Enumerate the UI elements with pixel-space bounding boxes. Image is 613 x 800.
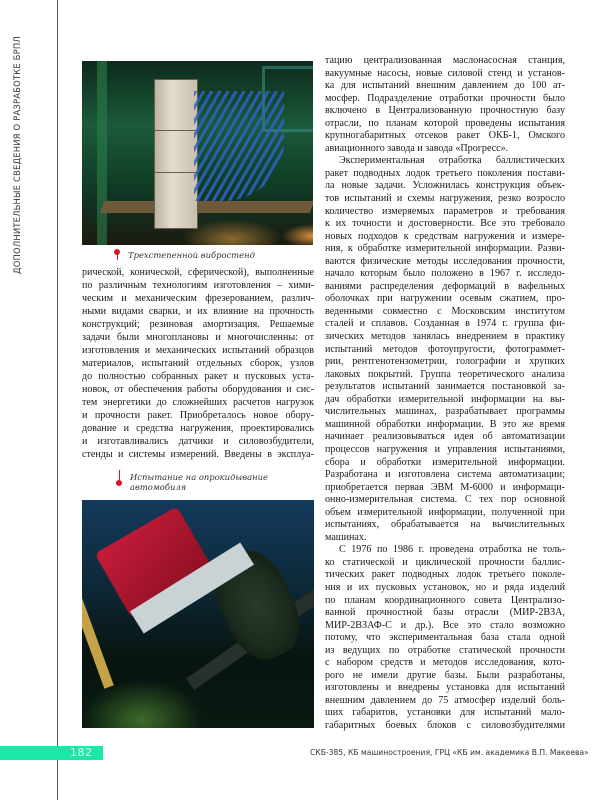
text-line: начинает реализовываться идея об автоматизации — [325, 431, 565, 443]
caption-line: автомобиля — [130, 482, 187, 492]
text-line: задачи были многоплановы и многочисленны: от — [82, 332, 314, 343]
text-line: тов испытаний и схемы нагружения, резко возросло — [325, 193, 565, 205]
margin-rule — [57, 0, 58, 800]
text-line: рого не имели другие базы. Были разработаны, — [325, 669, 565, 681]
text-line: и изготавливались датчики и силовозбудители, — [82, 436, 314, 447]
text-line: ваются физические методы исследования прочности, — [325, 255, 565, 267]
text-line: сбора и обработки измерительной информации. — [325, 456, 565, 468]
text-line: ракет подводных лодок третьего поколения постави- — [325, 167, 565, 179]
vibration-stand-photo — [82, 61, 313, 245]
text-line: изготовлены и внедрены установка для испытаний — [325, 682, 565, 694]
text-line: отрасли, по планам которой проведены испытания — [325, 117, 565, 129]
text-line: ка для испытаний внешним давлением до 100 ат- — [325, 80, 565, 92]
page-number: 182 — [70, 746, 93, 759]
text-line: испытаний методов фотоупругости, фотограммет- — [325, 343, 565, 355]
text-line: и прочности ракет. Приобреталось новое обору- — [82, 410, 314, 421]
text-line: из ведущих по отработке статической прочности — [325, 644, 565, 656]
text-line: ванной прочностной базы отрасли (МИР-2ВЗА, — [325, 607, 565, 619]
text-line: МИР-2ВЗАФ-С и др.). Все это стало возможно — [325, 619, 565, 631]
text-line: ческим и механическим фрезерованием, различ- — [82, 293, 314, 304]
text-line: по различным технологиям изготовления – хими- — [82, 280, 314, 291]
photo-stand-tower — [154, 79, 198, 229]
text-line: потому, что экспериментальная база стала одной — [325, 632, 565, 644]
text-line: Разработана и изготовлена система автоматизации; — [325, 469, 565, 481]
text-line: ными видами сварки, и их влияние на прочность — [82, 306, 314, 317]
text-line: дач обработки измерительной информации на вы- — [325, 393, 565, 405]
figure-caption-2 — [130, 472, 268, 492]
text-line: ния и их пусковых установок, но и ряда изделий — [325, 581, 565, 593]
text-line: стенды и системы измерений. Введены в эксплуа- — [82, 449, 314, 460]
text-line: мосфер. Подразделение отработки прочности было — [325, 92, 565, 104]
text-line: включено в Централизованную прочностную базу — [325, 105, 565, 117]
text-line: результатов испытаний занимается постановкой за- — [325, 381, 565, 393]
figure-caption-1: Трехстепенной вибростенд — [128, 250, 255, 260]
text-line: процессов нагружения и управления испытаниями, — [325, 443, 565, 455]
text-line: Экспериментальная отработка баллистических — [339, 155, 565, 167]
text-line: конструкций; резиновая амортизация. Решаемые — [82, 319, 314, 330]
text-line: ших габаритов, установки для испытаний мало- — [325, 707, 565, 719]
vehicle-rollover-test-photo — [82, 500, 314, 728]
text-line: лаковых покрытий. Группа теоретического анализа — [325, 368, 565, 380]
section-running-title: ДОПОЛНИТЕЛЬНЫЕ СВЕДЕНИЯ О РАЗРАБОТКЕ БРПЛ — [12, 36, 22, 274]
text-line: рической, конической, сферической), выполненные — [82, 267, 314, 278]
text-line: вакуумные насосы, новые силовой стенд и установ- — [325, 67, 565, 79]
text-line: числительных машинах, разрабатывает программы — [325, 406, 565, 418]
text-line: тических ракет подводных лодок третьего поколе- — [325, 569, 565, 581]
text-line: зических методов занялась внедрением в практику — [325, 331, 565, 343]
text-line: приобретается первая ЭВМ М-6000 и информаци- — [325, 481, 565, 493]
text-line: авиационного завода и завода «Прогресс». — [325, 142, 509, 154]
text-line: с набором средств и методов исследования, кото- — [325, 657, 565, 669]
left-column-text — [82, 266, 314, 461]
text-line: новок, от обеспечения работы оборудования и сис- — [82, 384, 314, 395]
text-line: ваниями распределения деформаций в вафельных — [325, 280, 565, 292]
footer-publisher: СКБ-385, КБ машиностроения, ГРЦ «КБ им. академика В.П. Макеева» — [310, 748, 589, 757]
text-line: дование и средства нагружения, проектировались — [82, 423, 314, 434]
text-line: крупногабаритных отсеков ракет ОКБ-1, Омского — [325, 130, 565, 142]
text-line: по планам координационного совета Централизо- — [325, 594, 565, 606]
text-line: объем измерительной информации, полученной при — [325, 506, 565, 518]
text-line: онно-измерительная система. С тех пор основной — [325, 494, 565, 506]
text-line: сталей и сплавов. Созданная в 1974 г. группа фи- — [325, 318, 565, 330]
photo-support-post — [82, 591, 114, 688]
text-line: начало которым было положено в 1967 г. исследо- — [325, 268, 565, 280]
text-line: тем энергетики до сложнейших расчетов нагрузок — [82, 397, 314, 408]
text-line: ла новые задачи. Усложнилась конструкция объек- — [325, 180, 565, 192]
text-line: до полностью собранных ракет и пусковых уста- — [82, 371, 314, 382]
right-column-text — [325, 55, 565, 733]
text-line: ния, к обработке измерительной информации. Разви- — [325, 243, 565, 255]
text-line: габаритных боевых блоков с силовозбудителями — [325, 719, 565, 731]
text-line: машинах. — [325, 531, 367, 543]
text-line: С 1976 по 1986 г. проведена отработка не толь- — [339, 544, 565, 556]
text-line: оболочках при нагружении осевым сжатием, про- — [325, 293, 565, 305]
text-line: рии, рентгенотензометрии, голографии и хрупких — [325, 356, 565, 368]
text-line: материалов, испытаний отдельных сборок, узлов — [82, 358, 314, 369]
text-line: изготовления и механических испытаний образцов — [82, 345, 314, 356]
photo-frame-left — [97, 61, 107, 245]
text-line: тацию централизованная маслонасосная станция, — [325, 55, 565, 66]
text-line: внешним давлением до 75 атмосфер изделий боль- — [325, 694, 565, 706]
text-line: к их точности и достоверности. Все это требовало — [325, 218, 565, 230]
text-line: машинной обработки информации. В это же время — [325, 418, 565, 430]
photo-platform — [100, 201, 313, 213]
text-line: новых подходов к средствам нагружения и измере- — [325, 230, 565, 242]
text-line: ко статической и циклической прочности баллис- — [325, 556, 565, 568]
text-line: испытаниях, обрабатывается на вычислительных — [325, 519, 565, 531]
caption-line: Испытание на опрокидывание — [130, 472, 268, 482]
photo-cables — [194, 91, 284, 201]
text-line: веденными совместно с Московским институтом — [325, 305, 565, 317]
text-line: количество измеряемых параметров и требования — [325, 205, 565, 217]
